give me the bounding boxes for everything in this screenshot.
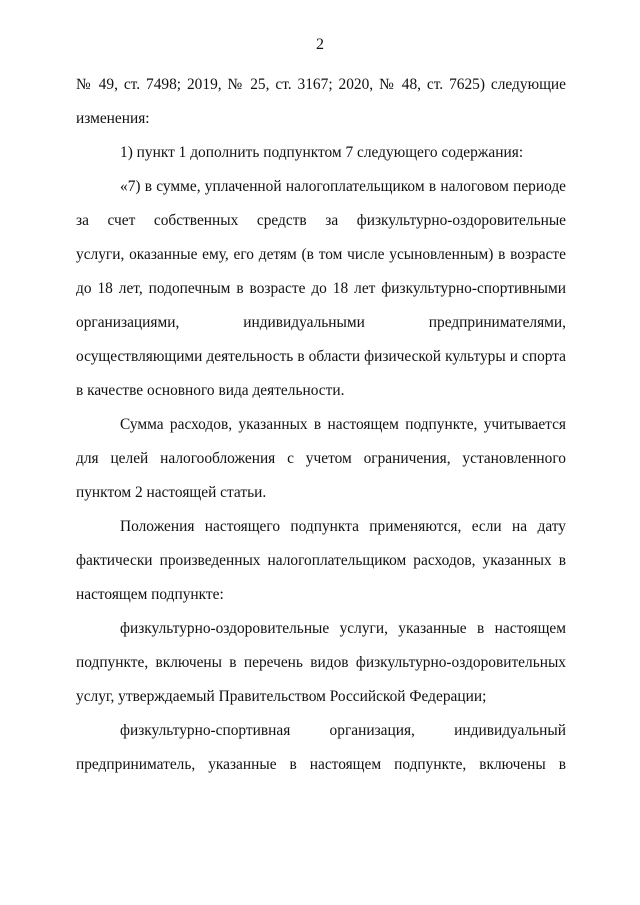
text-line: Положения настоящего подпункта применяются, если на дату	[120, 518, 566, 535]
text-line: физкультурно-оздоровительные услуги, указанные в настоящем	[120, 620, 566, 637]
text-line: физкультурно-спортивная организация, индивидуальный	[120, 722, 566, 739]
text-line: организациями, индивидуальными предпринимателями,	[76, 314, 566, 331]
text-line: № 49, ст. 7498; 2019, № 25, ст. 3167; 2020, № 48, ст. 7625) следующие	[76, 76, 566, 93]
text-line: фактически произведенных налогоплательщиком расходов, указанных в	[76, 552, 566, 569]
text-line: в качестве основного вида деятельности.	[76, 382, 345, 399]
text-line: 1) пункт 1 дополнить подпунктом 7 следующего содержания:	[120, 144, 524, 161]
text-line: подпункте, включены в перечень видов физкультурно-оздоровительных	[76, 654, 566, 671]
text-line: услуги, оказанные ему, его детям (в том числе усыновленным) в возрасте	[76, 246, 566, 263]
text-line: услуг, утверждаемый Правительством Российской Федерации;	[76, 688, 487, 705]
text-line: для целей налогообложения с учетом ограничения, установленного	[76, 450, 566, 467]
text-line: осуществляющими деятельность в области физической культуры и спорта	[76, 348, 566, 365]
document-body	[76, 68, 566, 782]
text-line: предприниматель, указанные в настоящем подпункте, включены в	[76, 756, 566, 773]
text-line: до 18 лет, подопечным в возрасте до 18 лет физкультурно-спортивными	[76, 280, 566, 297]
text-line: пунктом 2 настоящей статьи.	[76, 484, 267, 501]
page-number: 2	[316, 36, 324, 53]
text-line: за счет собственных средств за физкультурно-оздоровительные	[76, 212, 566, 229]
text-line: настоящем подпункте:	[76, 586, 224, 603]
text-line: изменения:	[76, 110, 150, 127]
text-line: Сумма расходов, указанных в настоящем подпункте, учитывается	[120, 416, 566, 433]
text-line: «7) в сумме, уплаченной налогоплательщиком в налоговом периоде	[120, 178, 566, 195]
